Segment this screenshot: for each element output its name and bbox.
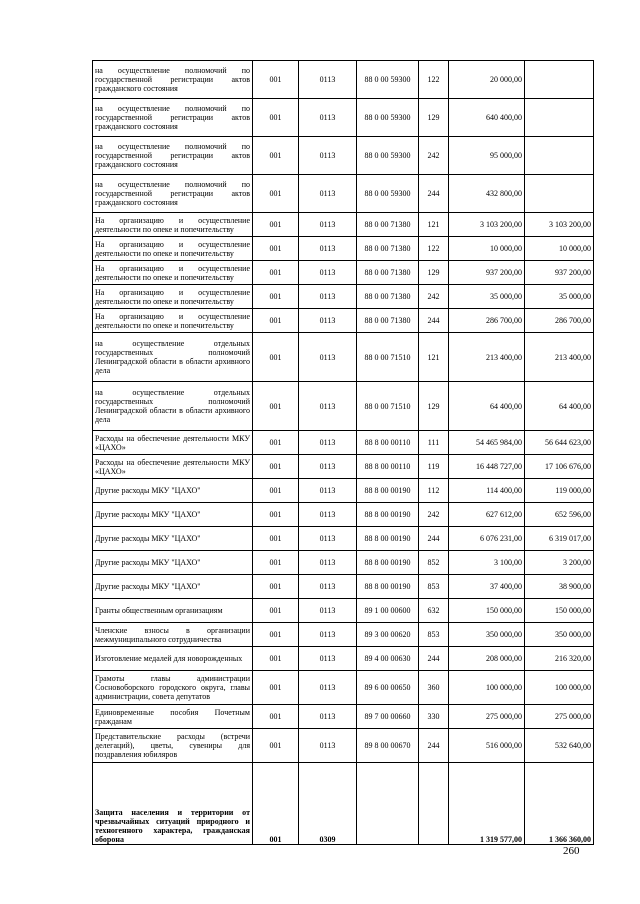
target-article-cell: 88 0 00 71510 xyxy=(357,382,419,431)
section-code-cell: 0113 xyxy=(299,575,357,599)
item-name-cell: Гранты общественным организациям xyxy=(93,599,253,623)
expense-type-cell: 119 xyxy=(419,455,449,479)
expense-type-cell: 129 xyxy=(419,261,449,285)
amount-year2-cell: 10 000,00 xyxy=(525,237,594,261)
item-name-cell: Единовременные пособия Почетным гражданам xyxy=(93,705,253,729)
ministry-code-cell: 001 xyxy=(253,763,299,845)
ministry-code-cell: 001 xyxy=(253,431,299,455)
expense-type-cell: 129 xyxy=(419,99,449,137)
amount-year1-cell: 37 400,00 xyxy=(449,575,525,599)
target-article-cell: 88 0 00 71380 xyxy=(357,237,419,261)
amount-year2-cell: 64 400,00 xyxy=(525,382,594,431)
ministry-code-cell: 001 xyxy=(253,599,299,623)
section-code-cell: 0113 xyxy=(299,551,357,575)
section-code-cell: 0113 xyxy=(299,729,357,763)
item-name-cell: на осуществление полномочий по государственной регистрации актов гражданского состояния xyxy=(93,61,253,99)
table-row xyxy=(93,237,594,261)
expense-type-cell: 242 xyxy=(419,285,449,309)
item-name-cell: на осуществление полномочий по государственной регистрации актов гражданского состояния xyxy=(93,137,253,175)
target-article-cell: 88 0 00 71380 xyxy=(357,309,419,333)
amount-year2-cell: 17 106 676,00 xyxy=(525,455,594,479)
amount-year1-cell: 20 000,00 xyxy=(449,61,525,99)
table-row xyxy=(93,309,594,333)
table-row xyxy=(93,382,594,431)
section-code-cell: 0113 xyxy=(299,431,357,455)
ministry-code-cell: 001 xyxy=(253,503,299,527)
table-row xyxy=(93,455,594,479)
table-row xyxy=(93,647,594,671)
expense-type-cell xyxy=(419,763,449,845)
amount-year2-cell xyxy=(525,99,594,137)
amount-year2-cell: 532 640,00 xyxy=(525,729,594,763)
amount-year1-cell: 937 200,00 xyxy=(449,261,525,285)
target-article-cell: 89 4 00 00630 xyxy=(357,647,419,671)
section-code-cell: 0113 xyxy=(299,503,357,527)
amount-year1-cell: 516 000,00 xyxy=(449,729,525,763)
ministry-code-cell: 001 xyxy=(253,479,299,503)
amount-year2-cell: 150 000,00 xyxy=(525,599,594,623)
amount-year2-cell xyxy=(525,175,594,213)
amount-year1-cell: 286 700,00 xyxy=(449,309,525,333)
section-code-cell: 0113 xyxy=(299,647,357,671)
ministry-code-cell: 001 xyxy=(253,671,299,705)
ministry-code-cell: 001 xyxy=(253,455,299,479)
section-code-cell: 0113 xyxy=(299,623,357,647)
ministry-code-cell: 001 xyxy=(253,527,299,551)
target-article-cell: 88 0 00 59300 xyxy=(357,61,419,99)
target-article-cell: 88 0 00 71380 xyxy=(357,285,419,309)
amount-year1-cell: 10 000,00 xyxy=(449,237,525,261)
section-code-cell: 0113 xyxy=(299,175,357,213)
target-article-cell: 89 7 00 00660 xyxy=(357,705,419,729)
ministry-code-cell: 001 xyxy=(253,237,299,261)
target-article-cell: 89 1 00 00600 xyxy=(357,599,419,623)
ministry-code-cell: 001 xyxy=(253,137,299,175)
item-name-cell: Расходы на обеспечение деятельности МКУ «ЦАХО» xyxy=(93,431,253,455)
item-name-cell: Другие расходы МКУ "ЦАХО" xyxy=(93,503,253,527)
section-code-cell: 0113 xyxy=(299,61,357,99)
table-row xyxy=(93,551,594,575)
ministry-code-cell: 001 xyxy=(253,261,299,285)
table-row xyxy=(93,527,594,551)
ministry-code-cell: 001 xyxy=(253,647,299,671)
section-code-cell: 0113 xyxy=(299,479,357,503)
target-article-cell: 88 0 00 59300 xyxy=(357,137,419,175)
amount-year2-cell: 937 200,00 xyxy=(525,261,594,285)
table-row xyxy=(93,175,594,213)
ministry-code-cell: 001 xyxy=(253,213,299,237)
table-row xyxy=(93,61,594,99)
amount-year2-cell: 652 596,00 xyxy=(525,503,594,527)
amount-year1-cell: 432 800,00 xyxy=(449,175,525,213)
amount-year2-cell: 56 644 623,00 xyxy=(525,431,594,455)
table-row xyxy=(93,729,594,763)
table-row xyxy=(93,261,594,285)
amount-year1-cell: 6 076 231,00 xyxy=(449,527,525,551)
table-row xyxy=(93,705,594,729)
amount-year2-cell: 6 319 017,00 xyxy=(525,527,594,551)
amount-year2-cell: 213 400,00 xyxy=(525,333,594,382)
amount-year2-cell: 216 320,00 xyxy=(525,647,594,671)
amount-year1-cell: 114 400,00 xyxy=(449,479,525,503)
expense-type-cell: 244 xyxy=(419,527,449,551)
ministry-code-cell: 001 xyxy=(253,729,299,763)
table-row xyxy=(93,671,594,705)
table-row xyxy=(93,431,594,455)
item-name-cell: на осуществление отдельных государственных полномочий Ленинградской области в области архивного дела xyxy=(93,382,253,431)
expense-type-cell: 112 xyxy=(419,479,449,503)
item-name-cell: Другие расходы МКУ "ЦАХО" xyxy=(93,527,253,551)
item-name-cell: на осуществление полномочий по государственной регистрации актов гражданского состояния xyxy=(93,99,253,137)
target-article-cell: 88 0 00 71380 xyxy=(357,261,419,285)
budget-table xyxy=(92,60,594,845)
amount-year2-cell: 100 000,00 xyxy=(525,671,594,705)
table-row xyxy=(93,575,594,599)
expense-type-cell: 122 xyxy=(419,237,449,261)
amount-year1-cell: 275 000,00 xyxy=(449,705,525,729)
expense-type-cell: 330 xyxy=(419,705,449,729)
target-article-cell: 88 8 00 00110 xyxy=(357,455,419,479)
budget-table-container xyxy=(92,60,594,845)
item-name-cell: Другие расходы МКУ "ЦАХО" xyxy=(93,479,253,503)
amount-year2-cell: 38 900,00 xyxy=(525,575,594,599)
item-name-cell: На организацию и осуществление деятельности по опеке и попечительству xyxy=(93,261,253,285)
section-code-cell: 0113 xyxy=(299,309,357,333)
amount-year1-cell: 35 000,00 xyxy=(449,285,525,309)
target-article-cell: 88 8 00 00110 xyxy=(357,431,419,455)
item-name-cell: Другие расходы МКУ "ЦАХО" xyxy=(93,551,253,575)
ministry-code-cell: 001 xyxy=(253,382,299,431)
section-code-cell: 0113 xyxy=(299,705,357,729)
amount-year1-cell: 64 400,00 xyxy=(449,382,525,431)
amount-year1-cell: 16 448 727,00 xyxy=(449,455,525,479)
amount-year1-cell: 1 319 577,00 xyxy=(449,763,525,845)
table-row xyxy=(93,137,594,175)
table-row xyxy=(93,285,594,309)
expense-type-cell: 121 xyxy=(419,333,449,382)
section-code-cell: 0113 xyxy=(299,455,357,479)
amount-year2-cell xyxy=(525,61,594,99)
amount-year1-cell: 208 000,00 xyxy=(449,647,525,671)
table-row xyxy=(93,99,594,137)
target-article-cell: 88 0 00 71380 xyxy=(357,213,419,237)
item-name-cell: на осуществление отдельных государственных полномочий Ленинградской области в области архивного дела xyxy=(93,333,253,382)
item-name-cell: На организацию и осуществление деятельности по опеке и попечительству xyxy=(93,285,253,309)
amount-year1-cell: 640 400,00 xyxy=(449,99,525,137)
table-row xyxy=(93,503,594,527)
section-code-cell: 0113 xyxy=(299,261,357,285)
target-article-cell: 88 8 00 00190 xyxy=(357,575,419,599)
section-code-cell: 0113 xyxy=(299,285,357,309)
table-row xyxy=(93,763,594,845)
amount-year2-cell: 1 366 360,00 xyxy=(525,763,594,845)
section-code-cell: 0113 xyxy=(299,382,357,431)
amount-year2-cell: 119 000,00 xyxy=(525,479,594,503)
expense-type-cell: 853 xyxy=(419,575,449,599)
target-article-cell: 88 8 00 00190 xyxy=(357,503,419,527)
expense-type-cell: 242 xyxy=(419,503,449,527)
amount-year2-cell: 35 000,00 xyxy=(525,285,594,309)
target-article-cell: 88 8 00 00190 xyxy=(357,551,419,575)
ministry-code-cell: 001 xyxy=(253,309,299,333)
ministry-code-cell: 001 xyxy=(253,705,299,729)
expense-type-cell: 632 xyxy=(419,599,449,623)
item-name-cell: На организацию и осуществление деятельности по опеке и попечительству xyxy=(93,237,253,261)
table-row xyxy=(93,479,594,503)
target-article-cell: 88 0 00 59300 xyxy=(357,99,419,137)
page-number: 260 xyxy=(563,845,580,857)
section-code-cell: 0113 xyxy=(299,671,357,705)
expense-type-cell: 360 xyxy=(419,671,449,705)
expense-type-cell: 244 xyxy=(419,309,449,333)
target-article-cell: 89 8 00 00670 xyxy=(357,729,419,763)
amount-year1-cell: 3 103 200,00 xyxy=(449,213,525,237)
section-code-cell: 0113 xyxy=(299,99,357,137)
ministry-code-cell: 001 xyxy=(253,623,299,647)
table-row xyxy=(93,213,594,237)
amount-year2-cell: 286 700,00 xyxy=(525,309,594,333)
item-name-cell: Членские взносы в организации межмуниципального сотрудничества xyxy=(93,623,253,647)
ministry-code-cell: 001 xyxy=(253,575,299,599)
item-name-cell: Изготовление медалей для новорожденных xyxy=(93,647,253,671)
amount-year2-cell: 3 103 200,00 xyxy=(525,213,594,237)
amount-year2-cell xyxy=(525,137,594,175)
budget-table-body xyxy=(93,61,594,845)
expense-type-cell: 852 xyxy=(419,551,449,575)
amount-year1-cell: 350 000,00 xyxy=(449,623,525,647)
target-article-cell: 88 0 00 71510 xyxy=(357,333,419,382)
target-article-cell: 88 0 00 59300 xyxy=(357,175,419,213)
item-name-cell: Расходы на обеспечение деятельности МКУ «ЦАХО» xyxy=(93,455,253,479)
amount-year2-cell: 350 000,00 xyxy=(525,623,594,647)
amount-year2-cell: 275 000,00 xyxy=(525,705,594,729)
section-code-cell: 0113 xyxy=(299,599,357,623)
amount-year1-cell: 627 612,00 xyxy=(449,503,525,527)
target-article-cell: 89 6 00 00650 xyxy=(357,671,419,705)
amount-year1-cell: 95 000,00 xyxy=(449,137,525,175)
item-name-cell: Грамоты главы администрации Сосновоборского городского округа, главы администрации, совета депутатов xyxy=(93,671,253,705)
section-code-cell: 0113 xyxy=(299,137,357,175)
target-article-cell: 89 3 00 00620 xyxy=(357,623,419,647)
table-row xyxy=(93,599,594,623)
target-article-cell: 88 8 00 00190 xyxy=(357,479,419,503)
expense-type-cell: 121 xyxy=(419,213,449,237)
expense-type-cell: 242 xyxy=(419,137,449,175)
expense-type-cell: 244 xyxy=(419,729,449,763)
expense-type-cell: 853 xyxy=(419,623,449,647)
amount-year1-cell: 54 465 984,00 xyxy=(449,431,525,455)
table-row xyxy=(93,333,594,382)
item-name-cell: Представительские расходы (встречи делегаций), цветы, сувениры для поздравления юбиляров xyxy=(93,729,253,763)
item-name-cell: Защита населения и территории от чрезвычайных ситуаций природного и техногенного характера, гражданская оборона xyxy=(93,763,253,845)
section-code-cell: 0309 xyxy=(299,763,357,845)
amount-year1-cell: 100 000,00 xyxy=(449,671,525,705)
amount-year1-cell: 150 000,00 xyxy=(449,599,525,623)
target-article-cell xyxy=(357,763,419,845)
expense-type-cell: 244 xyxy=(419,175,449,213)
ministry-code-cell: 001 xyxy=(253,551,299,575)
section-code-cell: 0113 xyxy=(299,333,357,382)
section-code-cell: 0113 xyxy=(299,237,357,261)
ministry-code-cell: 001 xyxy=(253,175,299,213)
amount-year1-cell: 213 400,00 xyxy=(449,333,525,382)
expense-type-cell: 122 xyxy=(419,61,449,99)
expense-type-cell: 244 xyxy=(419,647,449,671)
amount-year2-cell: 3 200,00 xyxy=(525,551,594,575)
ministry-code-cell: 001 xyxy=(253,333,299,382)
ministry-code-cell: 001 xyxy=(253,285,299,309)
section-code-cell: 0113 xyxy=(299,213,357,237)
item-name-cell: На организацию и осуществление деятельности по опеке и попечительству xyxy=(93,213,253,237)
item-name-cell: Другие расходы МКУ "ЦАХО" xyxy=(93,575,253,599)
target-article-cell: 88 8 00 00190 xyxy=(357,527,419,551)
amount-year1-cell: 3 100,00 xyxy=(449,551,525,575)
ministry-code-cell: 001 xyxy=(253,61,299,99)
section-code-cell: 0113 xyxy=(299,527,357,551)
table-row xyxy=(93,623,594,647)
item-name-cell: На организацию и осуществление деятельности по опеке и попечительству xyxy=(93,309,253,333)
ministry-code-cell: 001 xyxy=(253,99,299,137)
expense-type-cell: 111 xyxy=(419,431,449,455)
item-name-cell: на осуществление полномочий по государственной регистрации актов гражданского состояния xyxy=(93,175,253,213)
expense-type-cell: 129 xyxy=(419,382,449,431)
